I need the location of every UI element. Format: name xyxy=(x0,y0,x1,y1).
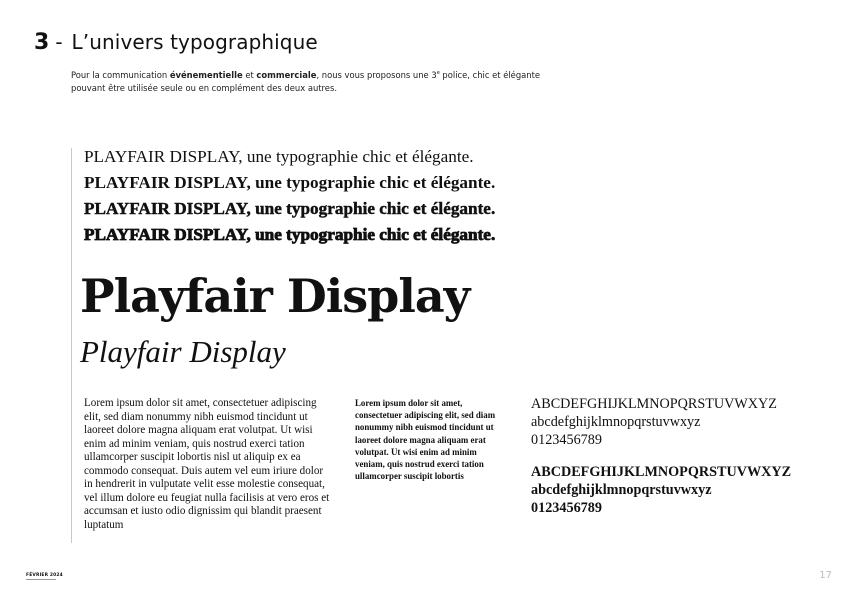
intro-superscript: e xyxy=(436,70,440,76)
alphabet-bold xyxy=(531,463,791,517)
alphabet-upper: ABCDEFGHIJKLMNOPQRSTUVWXYZ xyxy=(531,396,777,412)
alphabet-regular xyxy=(531,395,777,449)
intro-text: Pour la communication xyxy=(71,69,170,80)
intro-bold-commerciale: commerciale xyxy=(256,69,317,80)
vertical-divider xyxy=(71,148,72,543)
weight-sample-regular: PLAYFAIR DISPLAY, une typographie chic et élégante. xyxy=(84,147,474,166)
intro-text: police, chic et élégante xyxy=(439,69,541,80)
weight-samples xyxy=(84,144,495,248)
intro-bold-evenementielle: événementielle xyxy=(169,69,243,80)
intro-text: et xyxy=(242,69,257,80)
display-italic-sample: Playfair Display xyxy=(80,334,286,369)
intro-text: , nous vous proposons une 3 xyxy=(316,69,437,80)
alphabet-digits: 0123456789 xyxy=(531,432,602,448)
weight-sample-bold: PLAYFAIR DISPLAY, une typographie chic et élégante. xyxy=(84,173,496,192)
title-line xyxy=(34,30,318,55)
section-number: 3 xyxy=(34,30,50,55)
alphabet-bold-lower: abcdefghijklmnopqrstuvwxyz xyxy=(531,482,712,498)
alphabet-bold-upper: ABCDEFGHIJKLMNOPQRSTUVWXYZ xyxy=(531,464,792,480)
footer-date: FÉVRIER 2024 xyxy=(26,573,63,578)
intro-paragraph xyxy=(71,67,591,95)
section-header xyxy=(34,30,318,55)
page-number: 17 xyxy=(819,570,832,581)
body-text-sample-bold: Lorem ipsum dolor sit amet, consectetuer adipiscing elit, sed diam nonummy nibh euismod tincidunt ut laoreet dolore magna aliquam erat volutpat. Ut wisi enim ad minim veniam, quis nostrud exerci tation ullamcorper suscipit lobortis xyxy=(355,398,496,482)
intro-text: pouvant être utilisée seule ou en complément des deux autres. xyxy=(71,82,337,93)
page-title: L’univers typographique xyxy=(71,30,318,54)
alphabet-bold-digits: 0123456789 xyxy=(531,500,602,516)
alphabet-lower: abcdefghijklmnopqrstuvwxyz xyxy=(531,414,701,430)
display-bold-sample: Playfair Display xyxy=(80,269,470,323)
weight-sample-black: PLAYFAIR DISPLAY, une typographie chic et élégante. xyxy=(84,225,496,244)
footer-rule xyxy=(26,579,56,580)
body-text-sample-regular: Lorem ipsum dolor sit amet, consectetuer adipiscing elit, sed diam nonummy nibh euismod tincidunt ut laoreet dolore magna aliquam erat volutpat. Ut wisi enim ad minim veniam, quis nostrud exerci tation ullamcorper suscipit lobortis nisl ut aliquip ex ea commodo consequat. Duis autem vel eum iriure dolor in hendrerit in vulputate velit esse molestie consequat, vel illum dolore eu feugiat nulla facilisis at vero eros et accumsan et iusto odio dignissim qui blandit praesent luptatum xyxy=(84,397,330,531)
weight-sample-extrabold: PLAYFAIR DISPLAY, une typographie chic et élégante. xyxy=(84,199,496,218)
section-dash: - xyxy=(55,30,63,54)
